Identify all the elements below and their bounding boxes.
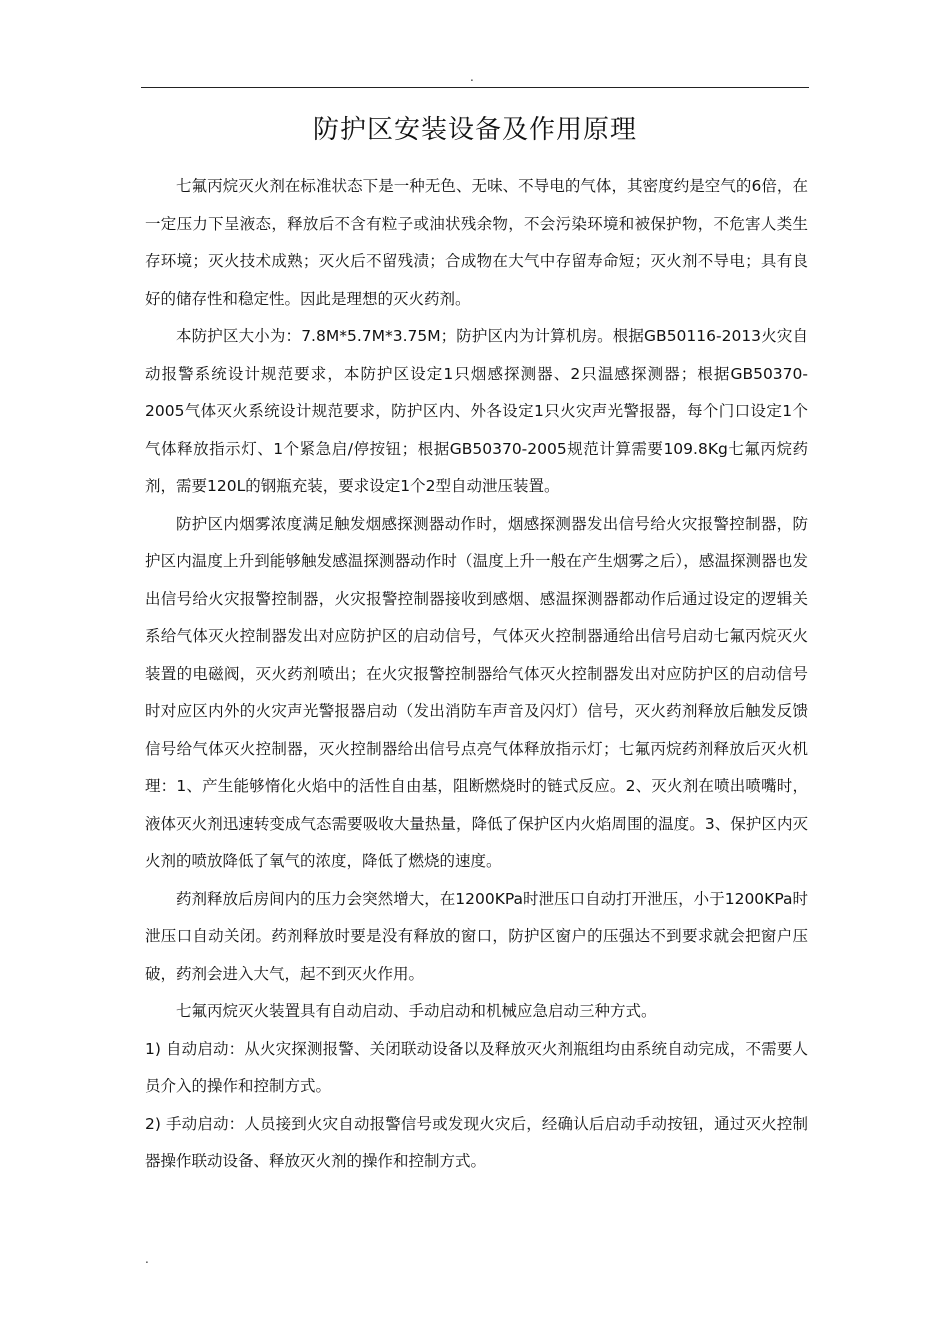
header-mark: . — [470, 70, 474, 84]
paragraph-operation-principle: 防护区内烟雾浓度满足触发烟感探测器动作时，烟感探测器发出信号给火灾报警控制器，防护区内温度上升到能够触发感温探测器动作时（温度上升一般在产生烟雾之后），感温探测器也发出信号给火灾报警控制器，火灾报警控制器接收到感烟、感温探测器都动作后通过设定的逻辑关系给气体灭火控制器发出对应防护区的启动信号，气体灭火控制器通给出信号启动七氟丙烷灭火装置的电磁阀，灭火药剂喷出；在火灾报警控制器给气体灭火控制器发出对应防护区的启动信号时对应区内外的火灾声光警报器启动（发出消防车声音及闪灯）信号，灭火药剂释放后触发反馈信号给气体灭火控制器，灭火控制器给出信号点亮气体释放指示灯；七氟丙烷药剂释放后灭火机理：1、产生能够惰化火焰中的活性自由基，阻断燃烧时的链式反应。2、灭火剂在喷出喷嘴时，液体灭火剂迅速转变成气态需要吸收大量热量，降低了保护区内火焰周围的温度。3、保护区内灭火剂的喷放降低了氧气的浓度，降低了燃烧的速度。 — [145, 514, 808, 870]
paragraph-agent-properties: 七氟丙烷灭火剂在标准状态下是一种无色、无味、不导电的气体，其密度约是空气的6倍，在一定压力下呈液态，释放后不含有粒子或油状残余物，不会污染环境和被保护物，不危害人类生存环境；灭火技术成熟；灭火后不留残渍；合成物在大气中存留寿命短；灭火剂不导电；具有良好的储存性和稳定性。因此是理想的灭火药剂。 — [145, 177, 808, 308]
list-item-auto-start: 1) 自动启动：从火灾探测报警、关闭联动设备以及释放灭火剂瓶组均由系统自动完成，不需要人员介入的操作和控制方式。 — [145, 1039, 808, 1095]
paragraph-start-modes: 七氟丙烷灭火装置具有自动启动、手动启动和机械应急启动三种方式。 — [176, 1002, 657, 1020]
footer-mark: . — [145, 1252, 149, 1266]
paragraph-pressure-relief: 药剂释放后房间内的压力会突然增大，在1200KPa时泄压口自动打开泄压，小于1200KPa时泄压口自动关闭。药剂释放时要是没有释放的窗口，防护区窗户的压强达不到要求就会把窗户压破，药剂会进入大气，起不到灭火作用。 — [145, 889, 808, 983]
page-title: 防护区安装设备及作用原理 — [312, 115, 637, 145]
document-body — [145, 168, 808, 1181]
paragraph-zone-config: 本防护区大小为：7.8M*5.7M*3.75M；防护区内为计算机房。根据GB50116-2013火灾自动报警系统设计规范要求，本防护区设定1只烟感探测器、2只温感探测器；根据GB50370-2005气体灭火系统设计规范要求，防护区内、外各设定1只火灾声光警报器，每个门口设定1个气体释放指示灯、1个紧急启/停按钮；根据GB50370-2005规范计算需要109.8Kg七氟丙烷药剂，需要120L的钢瓶充装，要求设定1个2型自动泄压装置。 — [145, 327, 808, 495]
list-item-manual-start: 2) 手动启动：人员接到火灾自动报警信号或发现火灾后，经确认后启动手动按钮，通过灭火控制器操作联动设备、释放灭火剂的操作和控制方式。 — [145, 1114, 808, 1170]
header-rule — [141, 87, 809, 88]
